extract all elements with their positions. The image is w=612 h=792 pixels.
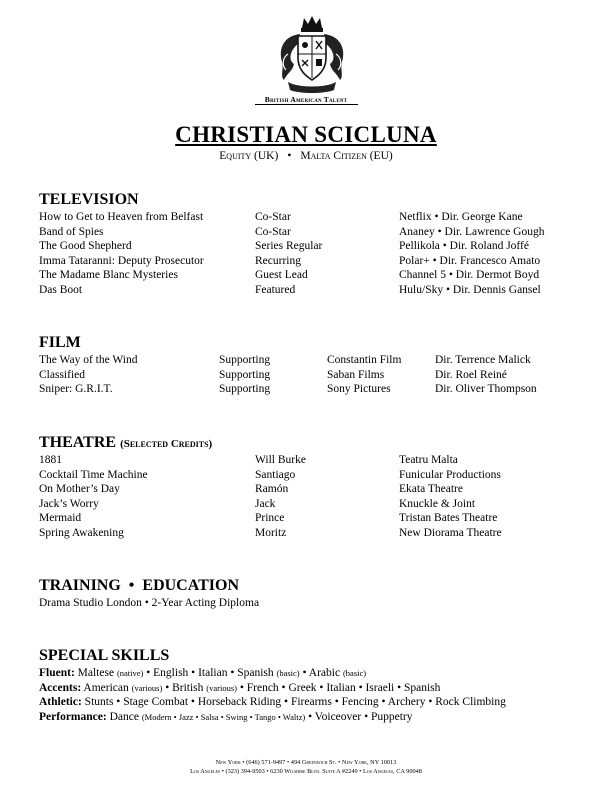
skill-qualifier: (basic) bbox=[342, 668, 367, 678]
skill-label: Athletic: bbox=[39, 696, 82, 709]
union-citizenship bbox=[0, 150, 612, 162]
agency-name: British American Talent bbox=[264, 95, 348, 104]
credit-venue: Ekata Theatre bbox=[399, 483, 463, 496]
credit-row bbox=[39, 526, 599, 541]
credit-venue: Tristan Bates Theatre bbox=[399, 512, 498, 525]
credit-network-director: Netflix • Dir. George Kane bbox=[399, 211, 523, 223]
skill-label: Accents: bbox=[39, 681, 82, 694]
credit-studio: Saban Films bbox=[327, 368, 385, 381]
credit-title: Classified bbox=[39, 368, 85, 381]
credit-role: Santiago bbox=[255, 468, 296, 481]
skill-text: Dance bbox=[109, 710, 142, 723]
credit-role: Supporting bbox=[219, 368, 271, 381]
credit-role: Co-Star bbox=[255, 225, 291, 238]
theatre-credits bbox=[39, 453, 599, 541]
credit-network-director: Polar+ • Dir. Francesco Amato bbox=[399, 254, 541, 267]
credit-row bbox=[39, 239, 599, 254]
skill-text: Maltese bbox=[77, 667, 117, 679]
credit-title: Spring Awakening bbox=[39, 526, 124, 539]
skill-text: • French • Greek • Italian • Israeli • Spanish bbox=[236, 681, 441, 694]
training-detail: Drama Studio London • 2-Year Acting Diploma bbox=[39, 597, 260, 609]
credit-venue: Knuckle & Joint bbox=[399, 497, 476, 510]
credit-title: Cocktail Time Machine bbox=[39, 468, 148, 481]
skill-text: • British bbox=[162, 681, 207, 694]
skills-section bbox=[39, 646, 599, 724]
skill-text: • Voiceover • Puppetry bbox=[305, 710, 413, 723]
credit-row bbox=[39, 353, 599, 368]
footer-new-york: New York • (646) 571-9497 • 494 Greenwich St. • New York, NY 10013 bbox=[215, 759, 397, 766]
credit-row bbox=[39, 368, 599, 383]
skills-performance bbox=[39, 710, 599, 725]
training-heading: TRAINING • EDUCATION bbox=[39, 577, 239, 594]
credit-role: Prince bbox=[255, 512, 285, 525]
credit-row bbox=[39, 210, 599, 225]
credit-network-director: Ananey • Dir. Lawrence Gough bbox=[399, 225, 545, 238]
credit-director: Dir. Roel Reiné bbox=[435, 368, 507, 381]
skill-text: American bbox=[83, 681, 132, 694]
credit-venue: Funicular Productions bbox=[399, 468, 501, 481]
credit-venue: New Diorama Theatre bbox=[399, 526, 502, 539]
credit-network-director: Channel 5 • Dir. Dermot Boyd bbox=[399, 269, 540, 282]
credit-title: Imma Tataranni: Deputy Prosecutor bbox=[39, 254, 204, 267]
skill-text: • Arabic bbox=[299, 667, 343, 679]
credit-role: Guest Lead bbox=[255, 269, 308, 282]
credit-title: Band of Spies bbox=[39, 225, 104, 238]
credit-row bbox=[39, 482, 599, 497]
credit-title: How to Get to Heaven from Belfast bbox=[39, 211, 204, 223]
union-membership: Equity (UK) bbox=[219, 150, 279, 162]
film-heading: FILM bbox=[39, 334, 81, 351]
credit-studio: Constantin Film bbox=[327, 354, 402, 366]
credit-role: Featured bbox=[255, 283, 296, 296]
credit-role: Series Regular bbox=[255, 240, 323, 253]
citizenship: Malta Citizen (EU) bbox=[300, 150, 393, 162]
credit-role: Recurring bbox=[255, 254, 301, 267]
skill-qualifier: (Modern • Jazz • Salsa • Swing • Tango • Waltz) bbox=[141, 711, 306, 722]
credit-row bbox=[39, 511, 599, 526]
agency-divider bbox=[255, 104, 358, 105]
credit-director: Dir. Oliver Thompson bbox=[435, 383, 537, 396]
credit-role: Will Burke bbox=[255, 454, 306, 466]
credit-row bbox=[39, 283, 599, 298]
credit-row bbox=[39, 468, 599, 483]
theatre-heading bbox=[39, 433, 599, 453]
skill-text: Stunts • Stage Combat • Horseback Riding • Firearms • Fencing • Archery • Rock Climbing bbox=[84, 696, 506, 709]
credit-title: Jack’s Worry bbox=[39, 497, 99, 510]
film-section bbox=[39, 333, 599, 397]
credit-title: The Way of the Wind bbox=[39, 354, 138, 366]
credit-row bbox=[39, 225, 599, 240]
actor-name: CHRISTIAN SCICLUNA bbox=[175, 122, 437, 147]
skill-qualifier: (native) bbox=[116, 668, 144, 678]
credit-network-director: Pellikola • Dir. Roland Joffé bbox=[399, 240, 529, 253]
training-section bbox=[39, 576, 599, 611]
skills-athletic bbox=[39, 695, 599, 710]
credit-venue: Teatru Malta bbox=[399, 454, 458, 466]
agency-crest-logo bbox=[274, 14, 350, 94]
credit-title: The Good Shepherd bbox=[39, 240, 132, 253]
theatre-heading-note: (Selected Credits) bbox=[120, 438, 213, 450]
credit-row bbox=[39, 254, 599, 269]
credit-title: The Madame Blanc Mysteries bbox=[39, 269, 178, 282]
credit-role: Co-Star bbox=[255, 211, 291, 223]
television-heading: TELEVISION bbox=[39, 191, 139, 208]
credit-title: Das Boot bbox=[39, 283, 83, 296]
credit-title: On Mother’s Day bbox=[39, 483, 120, 496]
skills-accents bbox=[39, 681, 599, 696]
credit-row bbox=[39, 497, 599, 512]
credit-role: Moritz bbox=[255, 526, 287, 539]
credit-title: 1881 bbox=[39, 454, 62, 466]
footer-los-angeles: Los Angeles • (323) 394-9503 • 6230 Wilshire Blvd. Suite A #2249 • Los Angeles, CA 90048 bbox=[190, 768, 422, 775]
film-credits bbox=[39, 353, 599, 397]
credit-title: Sniper: G.R.I.T. bbox=[39, 383, 113, 396]
credit-role: Ramón bbox=[255, 483, 289, 496]
skill-qualifier: (various) bbox=[131, 682, 163, 693]
skill-label: Performance: bbox=[39, 710, 107, 723]
skills-heading: SPECIAL SKILLS bbox=[39, 647, 170, 664]
skill-qualifier: (basic) bbox=[276, 668, 300, 678]
credit-role: Jack bbox=[255, 497, 276, 510]
separator-dot: • bbox=[287, 150, 292, 162]
credit-role: Supporting bbox=[219, 383, 271, 396]
theatre-heading-text: THEATRE bbox=[39, 434, 117, 451]
television-credits bbox=[39, 210, 599, 298]
credit-row bbox=[39, 453, 599, 468]
credit-role: Supporting bbox=[219, 354, 271, 366]
skills-fluent bbox=[39, 666, 599, 681]
skill-text: • English • Italian • Spanish bbox=[143, 667, 277, 679]
credit-network-director: Hulu/Sky • Dir. Dennis Gansel bbox=[399, 283, 541, 296]
credit-director: Dir. Terrence Malick bbox=[435, 354, 531, 366]
skill-qualifier: (various) bbox=[206, 682, 237, 693]
credit-row bbox=[39, 382, 599, 397]
theatre-section bbox=[39, 433, 599, 541]
credit-studio: Sony Pictures bbox=[327, 383, 391, 396]
television-section bbox=[39, 190, 599, 298]
skill-label: Fluent: bbox=[39, 667, 75, 679]
credit-row bbox=[39, 268, 599, 283]
credit-title: Mermaid bbox=[39, 512, 82, 525]
